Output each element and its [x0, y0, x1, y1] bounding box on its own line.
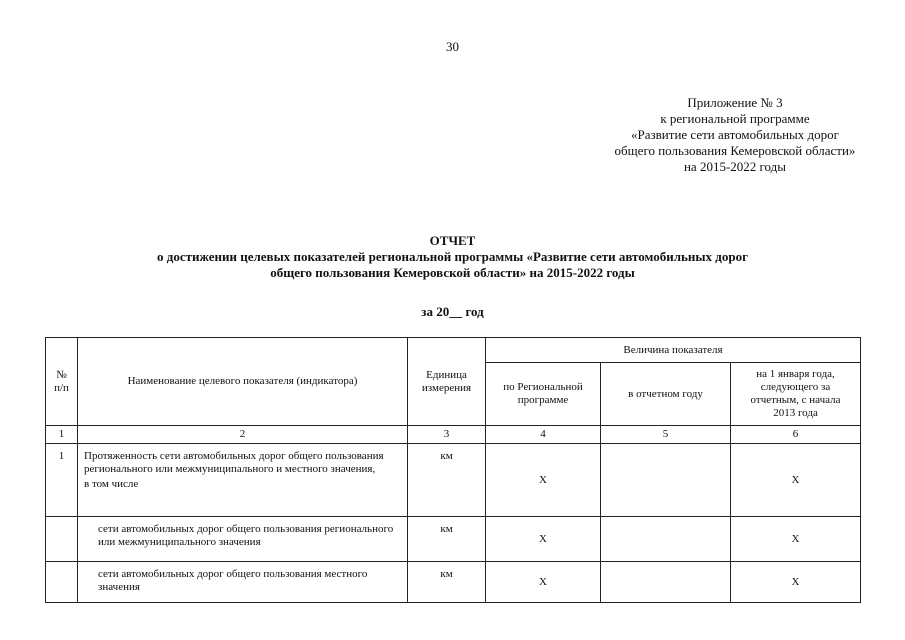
- appendix-line: Приложение № 3: [687, 95, 783, 110]
- row-reporting-year-value: [601, 444, 731, 517]
- table-row: [46, 444, 861, 517]
- table-header-row: [46, 338, 861, 363]
- column-number: 3: [408, 426, 486, 444]
- row-name-cell: [78, 444, 408, 517]
- appendix-block: [585, 95, 885, 175]
- appendix-line: на 2015-2022 годы: [683, 159, 787, 174]
- column-number: 1: [46, 426, 78, 444]
- header-reporting-year: в отчетном году: [601, 363, 731, 426]
- report-subtitle-line: о достижении целевых показателей региональной программы «Развитие сети автомобильных дорог: [157, 249, 748, 264]
- row-num: [46, 562, 78, 603]
- row-unit: км: [408, 562, 486, 603]
- row-name: сети автомобильных дорог общего пользования регионального или межмуниципального значения: [98, 523, 394, 548]
- column-number: 5: [601, 426, 731, 444]
- report-title: ОТЧЕТ: [429, 233, 476, 248]
- header-num: № п/п: [46, 338, 78, 426]
- row-reporting-year-value: [601, 562, 731, 603]
- row-program-value: X: [486, 517, 601, 562]
- row-program-value: X: [486, 444, 601, 517]
- header-jan1: на 1 января года, следующего за отчетным, с начала 2013 года: [731, 363, 861, 426]
- appendix-line: общего пользования Кемеровской области»: [614, 143, 856, 158]
- header-unit: Единица измерения: [408, 338, 486, 426]
- row-jan1-value: X: [731, 444, 861, 517]
- header-value-group: Величина показателя: [486, 338, 861, 363]
- row-name-cell: [78, 562, 408, 603]
- row-reporting-year-value: [601, 517, 731, 562]
- row-name-cell: [78, 517, 408, 562]
- row-num: 1: [46, 444, 78, 517]
- row-name: сети автомобильных дорог общего пользования местного значения: [98, 568, 368, 593]
- row-num: [46, 517, 78, 562]
- appendix-line: к региональной программе: [660, 111, 810, 126]
- row-jan1-value: X: [731, 517, 861, 562]
- row-unit: км: [408, 517, 486, 562]
- report-subtitle-line: общего пользования Кемеровской области» на 2015-2022 годы: [270, 265, 635, 280]
- table-row: [46, 517, 861, 562]
- row-unit: км: [408, 444, 486, 517]
- table-row: [46, 562, 861, 603]
- row-name-sub: в том числе: [84, 478, 139, 490]
- row-name: Протяженность сети автомобильных дорог общего пользования регионального или межмуниципального и местного значения,: [84, 450, 384, 475]
- header-program: по Региональной программе: [486, 363, 601, 426]
- column-number: 4: [486, 426, 601, 444]
- column-number: 2: [78, 426, 408, 444]
- indicators-table: [45, 337, 861, 603]
- column-number: 6: [731, 426, 861, 444]
- header-name: Наименование целевого показателя (индикатора): [78, 338, 408, 426]
- column-numbers-row: [46, 426, 861, 444]
- report-title-block: [0, 233, 905, 281]
- page-number: 30: [446, 39, 459, 54]
- row-jan1-value: X: [731, 562, 861, 603]
- row-program-value: X: [486, 562, 601, 603]
- report-period: за 20__ год: [421, 304, 484, 319]
- appendix-line: «Развитие сети автомобильных дорог: [631, 127, 839, 142]
